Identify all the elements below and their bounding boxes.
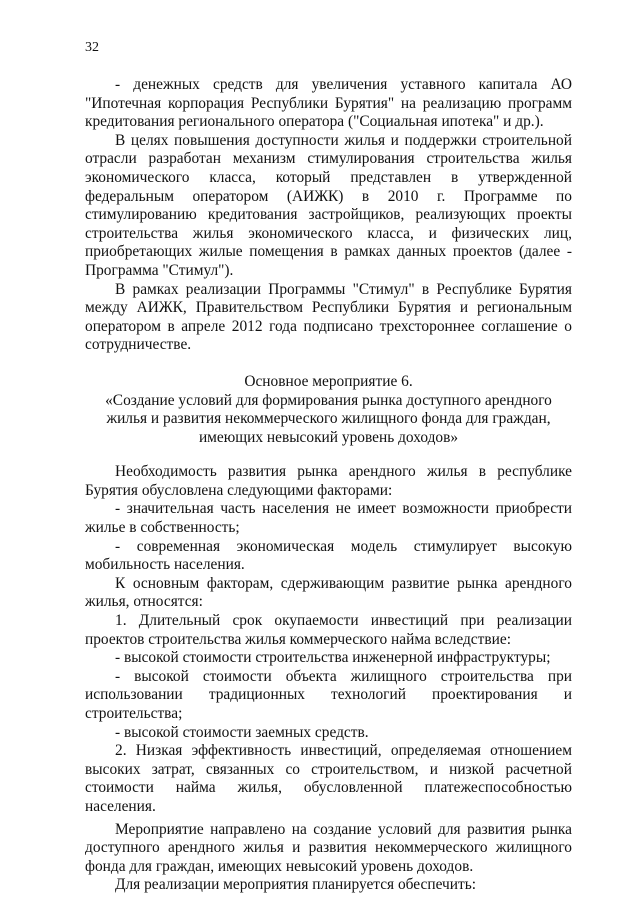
list-item-factor-1: - значительная часть населения не имеет возможности приобрести жилье в собственность; — [85, 500, 572, 537]
document-body — [85, 76, 572, 895]
paragraph-implementation: Для реализации мероприятия планируется обеспечить: — [115, 876, 477, 894]
paragraph-measure-purpose: Мероприятие направлено на создание условий для развития рынка доступного арендного жилья и развития некоммерческого жилищного фонда для граждан, имеющих невысокий уровень доходов. — [85, 820, 572, 875]
section-heading-number: Основное мероприятие 6. — [244, 372, 413, 390]
list-item-factor-2: - современная экономическая модель стимулирует высокую мобильность населения. — [85, 537, 572, 574]
list-item-constraint-1: 1. Длительный срок окупаемости инвестиций при реализации проектов строительства жилья коммерческого найма вследствие: — [85, 612, 572, 648]
paragraph-stimul-mechanism: В целях повышения доступности жилья и поддержки строительной отрасли разработан механизм стимулирования строительства жилья экономического класса, который представлен в утвержденной федеральным оператором (АИЖК) в 2010 г. Программе по стимулированию кредитования застройщиков, реализующих проекты строительства жилья экономического класса, и физических лиц, приобретающих жилые помещения в рамках данных проектов (далее - Программа "Стимул"). — [85, 131, 572, 279]
page-number: 32 — [85, 40, 99, 55]
paragraph-rental-necessity: Необходимость развития рынка арендного жилья в республике Бурятия обусловлена следующими факторами: — [85, 463, 572, 499]
list-item-constraint-2: 2. Низкая эффективность инвестиций, определяемая отношением высоких затрат, связанных со строительством, и низкой расчетной стоимости найма жилья, обусловленной платежеспособностью населения. — [85, 742, 572, 815]
list-item-infrastructure-cost: - высокой стоимости строительства инженерной инфраструктуры; — [115, 649, 551, 667]
list-item-construction-cost: - высокой стоимости объекта жилищного строительства при использовании традиционных технологий проектирования и строительства; — [85, 667, 572, 722]
list-item-borrowing-cost: - высокой стоимости заемных средств. — [115, 723, 369, 741]
paragraph-constraints-intro: К основным факторам, сдерживающим развитие рынка арендного жилья, относятся: — [85, 574, 572, 611]
paragraph-capital-funds: - денежных средств для увеличения уставного капитала АО "Ипотечная корпорация Республики Бурятия" на реализацию программ кредитования регионального оператора ("Социальная ипотека" и др.). — [85, 76, 572, 131]
section-heading-title: «Создание условий для формирования рынка доступного арендного жилья и развития некоммерческого жилищного фонда для граждан, имеющих невысокий уровень доходов» — [105, 391, 552, 446]
paragraph-stimul-agreement: В рамках реализации Программы "Стимул" в Республике Бурятия между АИЖК, Правительством Республики Бурятия и региональным оператором в апреле 2012 года подписано трехстороннее соглашение о сотрудничестве. — [85, 280, 572, 354]
